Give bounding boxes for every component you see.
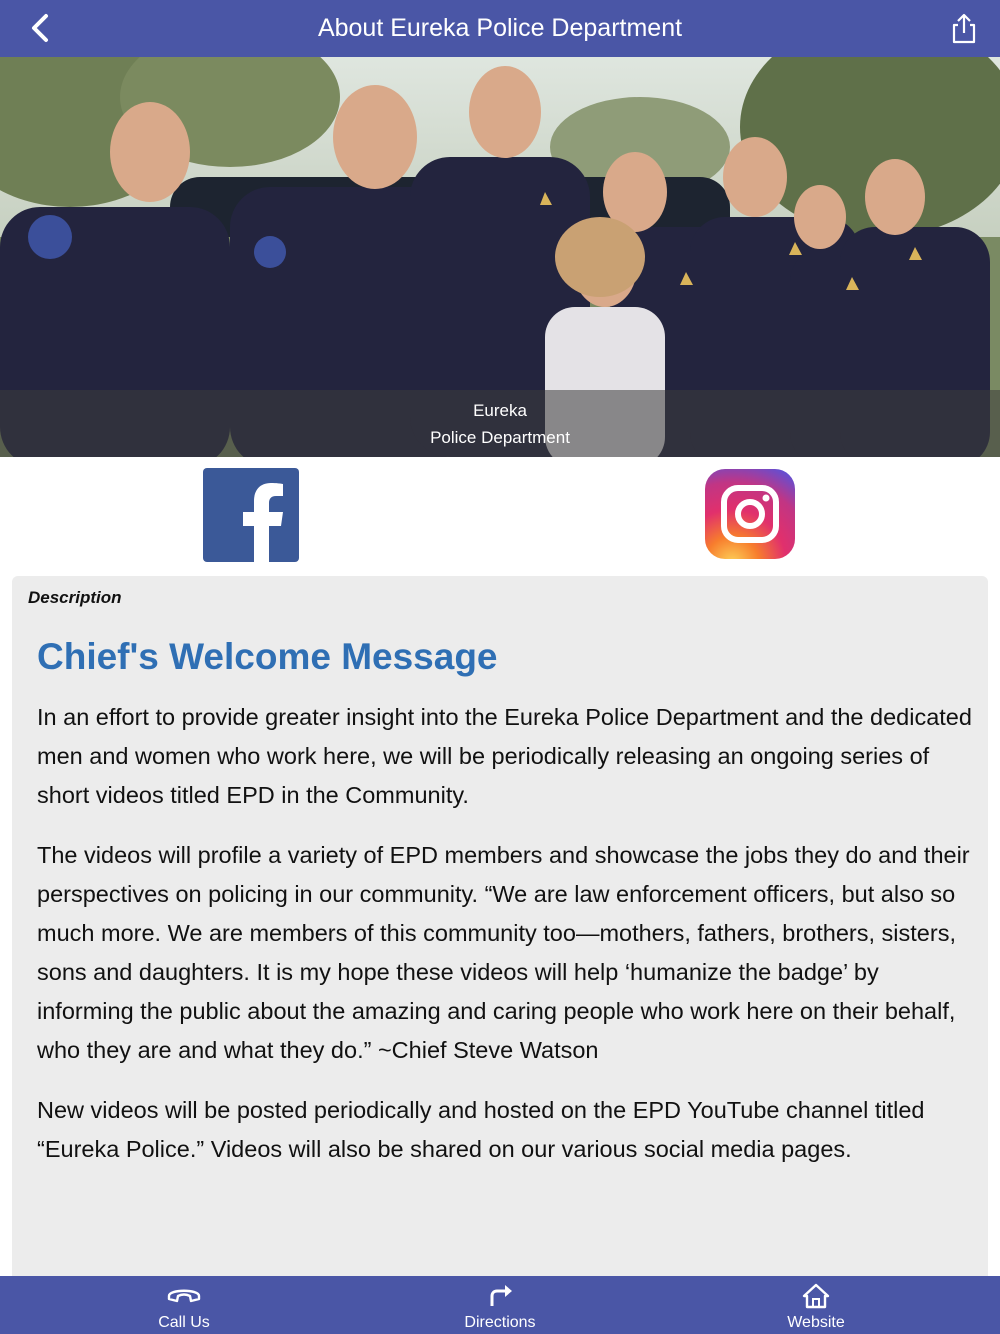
welcome-heading: Chief's Welcome Message (37, 636, 498, 677)
paragraph: The videos will profile a variety of EPD members and showcase the jobs they do and their perspectives on policing in our community. “We are law enforcement officers, but also so much more. We are members of this community too—mothers, fathers, brothers, sisters, sons and daughters. It is my hope these videos will help ‘humanize the badge’ by informing the public about the amazing and caring people who work here on their behalf, who they are and what they do.” ~Chief Steve Watson (37, 842, 970, 1063)
website-label: Website (787, 1314, 845, 1331)
header-bar (0, 0, 1000, 57)
facebook-icon (203, 468, 299, 562)
bottom-toolbar (0, 1276, 1000, 1334)
paragraph: In an effort to provide greater insight into the Eureka Police Department and the dedicated men and women who work here, we will be periodically releasing an ongoing series of short videos titled EPD in the Community. (37, 704, 972, 808)
instagram-button[interactable] (705, 469, 795, 559)
description-body (37, 698, 972, 1190)
website-button[interactable] (716, 1276, 916, 1334)
share-button[interactable] (948, 12, 980, 46)
page-title: About Eureka Police Department (317, 14, 683, 42)
home-icon (801, 1282, 831, 1310)
hero-photo (0, 57, 1000, 457)
caption-line-2: Police Department (430, 428, 570, 447)
turn-right-arrow-icon (485, 1282, 515, 1310)
share-icon (948, 12, 980, 46)
description-label: Description (28, 588, 122, 607)
directions-label: Directions (464, 1314, 536, 1331)
caption-line-1: Eureka (473, 401, 527, 420)
directions-button[interactable] (400, 1276, 600, 1334)
back-button[interactable] (22, 10, 62, 46)
instagram-icon (705, 469, 795, 559)
phone-icon (166, 1282, 202, 1310)
call-us-button[interactable] (84, 1276, 284, 1334)
facebook-button[interactable] (203, 468, 299, 562)
social-links (0, 457, 1000, 575)
hero-caption (0, 390, 1000, 457)
call-us-label: Call Us (158, 1314, 210, 1331)
paragraph: New videos will be posted periodically and hosted on the EPD YouTube channel titled “Eureka Police.” Videos will also be shared on our various social media pages. (37, 1097, 925, 1162)
description-panel (12, 576, 988, 1276)
chevron-left-icon (22, 10, 62, 46)
